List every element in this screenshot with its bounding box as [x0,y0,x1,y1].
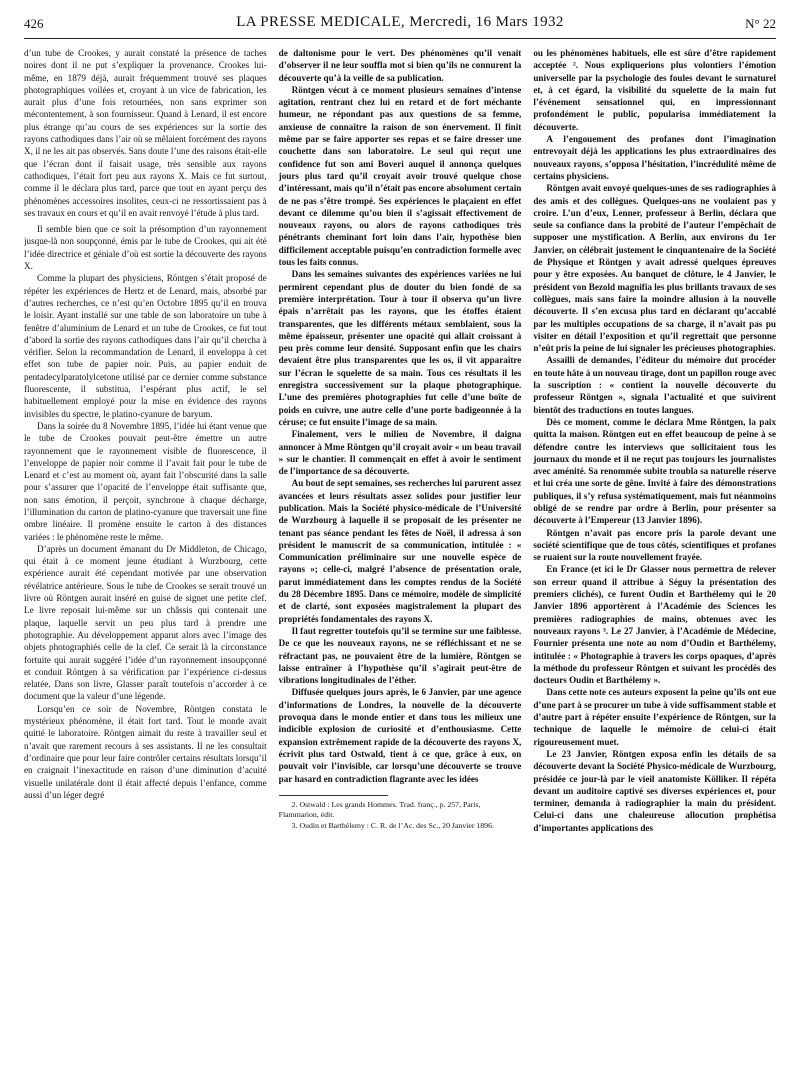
paragraph: Röntgen n’avait pas encore pris la parole devant une société scientifique que de tous côtés, scientifiques et profanes se ruaient sur la route nouvellement frayée. [533,527,777,563]
paragraph: Röntgen vécut à ce moment plusieurs semaines d’intense agitation, rentrant chez lui en retard et de fort méchante humeur, ne répondant pas aux questions de sa femme, anxieuse de connaître la raison de son énervement. Il finit même par se faire apporter ses repas et se faire dresser une couchette dans son laboratoire. Le seul qui reçut une confidence fut son ami Boveri auquel il annonça quelques jours plus tard qu’il croyait avoir trouvé quelque chose d’intéressant, mais qu’il n’était pas encore absolument certain de ne pas s’être trompé. Ses expériences le plaçaient en effet devant ce dilemme qu’ou bien il s’agissait effectivement de nouveaux rayons, ou alors de rayons cathodiques très pénétrants cheminant fort loin dans l’air, hypothèse bien difficilement acceptable puisqu’en contradiction formelle avec tous les faits connus. [278,84,522,268]
footnote-rule [279,795,388,796]
paragraph: En France (et ici le Dr Glasser nous permettra de relever son erreur quand il attribue à Séguy la présentation des premiers clichés), ce furent Oudin et Barthélemy qui le 20 Janvier 1896 apportèrent à l’Académie des Sciences les premières radiographies de mains, obtenues avec les nouveaux rayons ³. Le 27 Janvier, à l’Académie de Médecine, Fournier présenta une note au nom d’Oudin et Barthélemy, intitulée : « Photographie à travers les corps opaques, d’après la méthode du professeur Röntgen et suivant les procédés des docteurs Oudin et Barthélemy ». [533,564,777,686]
page-header [24,14,776,39]
paragraph: Dans les semaines suivantes des expériences variées ne lui permirent cependant plus de douter du bien fondé de sa première interprétation. Tour à tour il observa qu’un livre épais n’arrêtait pas les rayons, que les étoffes étaient transparentes, que les différents métaux semblaient, sous la même épaisseur, présenter une opacité qui allait croissant à peu près comme leur densité. Supposant enfin que les chairs devaient être plus transparentes que les os, il vit apparaître sur l’écran le squelette de sa main. Tous ces résultats il les enregistra successivement sur la plaque photographique. L’une des premières photographies fut celle d’une boîte de poids en cuivre, une autre celle d’une porte badigeonnée à la céruse; ce fut ensuite l’image de sa main. [278,269,522,427]
paragraph: de daltonisme pour le vert. Des phénomènes qu’il venait d’observer il ne leur souffla mot si bien qu’ils ne connurent la découverte qu’à la veille de sa publication. [278,48,522,83]
paragraph: d’un tube de Crookes, y aurait constaté la présence de taches noires dont il ne put s’expliquer la provenance. Crookes lui-même, en 1879 déjà, aurait fréquemment trouvé ses plaques photographiques voilées et, croyant à un vice de fabrication, les aurait plus d’une fois retournées, non sans exprimer son mécontentement, à son fournisseur. Quand à Lenard, il est encore plus étrange qu’au cours de ses expériences sur la sortie des rayons cathodiques dans l’air où se mêlaient forcément des rayons X, il ne les ait pas observés. Sans doute l’une des raisons était-elle que l’écran dont il faisait usage, très sensible aux rayons cathodiques, l’était fort peu aux rayons X. Mais ce fut surtout, comme il le déclara plus tard, parce que tout en ayant perçu des phénomènes accessoires insolites, ceux-ci ne ressortissaient pas à ses travaux en cours et qu’il en avait renvoyé l’étude à plus tard. [24,48,267,218]
paragraph: Lorsqu’en ce soir de Novembre, Röntgen constata le mystérieux phénomène, il était fort tard. Tout le monde avait quitté le laboratoire. Röntgen aimait du reste à travailler seul et n’avait que rarement recours à ses assistants. Il ne les consultait d’ordinaire que pour leur faire contrôler certains résultats lorsqu’il en craignait l’inexactitude en raison d’une diminution d’acuité visuelle unilatérale dont il était affecté depuis l’enfance, comme aussi d’un léger degré [24,703,267,800]
paragraph: Le 23 Janvier, Röntgen exposa enfin les détails de sa découverte devant la Société Physico-médicale de Wurzbourg, présidée ce jour-là par le vieil anatomiste Kölliker. Il répéta devant un auditoire captivé ses diverses expériences et, pour terminer, demanda à radiographier la main du président. Celui-ci dans une chaleureuse allocution prophétisa d’importantes applications des [533,748,777,833]
paragraph: ou les phénomènes habituels, elle est sûre d’être rapidement acceptée ². Nous expliquerions plus volontiers l’émotion universelle par la psychologie des foules devant le surnaturel et, à cet égard, la visibilité du squelette de la main fut l’événement sensationnel qui, en impressionnant profondément le public, popularisa immédiatement la découverte. [533,48,777,132]
paragraph: Au bout de sept semaines, ses recherches lui parurent assez avancées et leurs résultats assez solides pour justifier leur publication. Mais la Société physico-médicale de l’Université de Wurzbourg à laquelle il se proposait de les présenter ne tenant pas séance pendant les fêtes de Noël, il adressa à son président le manuscrit de sa communication, intitulée : « Communication préliminaire sur une nouvelle espèce de rayons »; celle-ci, malgré l’absence de présentation orale, parut immédiatement dans les comptes rendus de la Société du 28 Décembre 1895. Dans ce mémoire, modèle de simplicité et de clarté, sont exposées magistralement la plupart des propriétés fondamentales des rayons X. [278,478,522,624]
page-number: 426 [24,16,44,31]
paragraph: A l’engouement des profanes dont l’imagination entrevoyait déjà les applications les plus extraordinaires des nouveaux rayons, s’opposa l’hésitation, l’incrédulité même de certains physiciens. [533,134,777,181]
column-2 [279,47,522,1077]
paragraph: Diffusée quelques jours après, le 6 Janvier, par une agence d’informations de Londres, la nouvelle de la découverte provoqua dans le monde entier et dans tous les milieux une indicible explosion de curiosité et d’enthousiasme. Cette expansion extrêmement rapide de la découverte des rayons X, écrivit plus tard Ostwald, tient à ce que, grâce à eux, on pouvait voir l’invisible, car lorsqu’une découverte se trouve par hasard en contradiction flagrante avec les idées [278,687,522,784]
article-columns [24,47,776,1077]
footnote: 2. Ostwald : Les grands Hommes. Trad. franç., p. 257, Paris, Flammarion, édit. [278,799,481,820]
column-1 [24,47,267,1077]
paragraph: Il faut regretter toutefois qu’il se termine sur une faiblesse. De ce que les nouveaux rayons, ne se réfléchissant et ne se réfractant pas, ne pouvaient être de la lumière, Röntgen se laisse entraîner à l’hypothèse qu’il s’agirait peut-être de vibrations longitudinales de l’éther. [278,625,522,686]
paragraph: Assailli de demandes, l’éditeur du mémoire dut procéder en toute hâte à un nouveau tirage, dont un papillon rouge avec la suscription : « contient la nouvelle découverte du professeur Röntgen », signala l’actualité et que suivirent bientôt des traductions en toutes langues. [533,355,777,415]
paragraph: Dans cette note ces auteurs exposent la peine qu’ils ont eue d’une part à se procurer un tube à vide suffisamment stable et d’autre part à répéter ensuite l’expérience de Röntgen, sur la technique de laquelle le mémoire de celui-ci était rigoureusement muet. [533,687,777,747]
paragraph: D’après un document émanant du Dr Middleton, de Chicago, qui était à ce moment jeune étudiant à Wurzbourg, cette expérience aurait été cependant motivée par une observation révélatrice antérieure. Sous le tube de Crookes se serait trouvé un livre où Röntgen aurait inséré en guise de signet une petite clef. Le livre reposait lui-même sur un châssis qui contenait une plaque, laquelle servit un peu plus tard à prendre une photographie. Au développement apparut alors avec l’image des objets photographiés celle de la clef. Ce serait là la circonstance fortuite qui aurait suggéré l’idée d’un rayonnement insoupçonné et conduit Röntgen à sa vérification par l’expérience ci-dessus relatée. Dans son livre, Glasser paraît toutefois n’accorder à ce document que la valeur d’une légende. [24,543,267,702]
paragraph: Dans la soirée du 8 Novembre 1895, l’idée lui étant venue que le tube de Crookes pouvait peut-être émettre un autre rayonnement que le rayonnement visible de fluorescence, il l’enveloppe de papier noir comme il l’avait fait pour le tube de Lenard et c’est au moment où, ayant fait l’obscurité dans la salle pour s’assurer que l’opacité de l’enveloppe était suffisante que, non sans émotion, il perçoit, synchrone à chaque décharge, l’illumination du carton de platino-cyanure que traversait une fine ombre linéaire. Il promène ensuite le carton à des distances variées : le phénomène reste le même. [24,420,267,542]
paragraph: Comme la plupart des physiciens, Röntgen s’était proposé de répéter les expériences de Hertz et de Lenard, mais, absorbé par d’autres recherches, ce n’est qu’en Octobre 1895 qu’il en trouva le loisir. Ayant installé sur une table de son laboratoire un tube à fenêtre d’aluminium de Lenard et un tube de Crookes, ce fut tout d’abord la sortie des rayons cathodiques dans l’air qu’il chercha à vérifier. Selon la recommandation de Lenard, il enveloppa à cet effet son tube de papier noir. Puis, au papier enduit de pentadecylparatolylcetone utilisé par ce dernier comme substance fluorescente, il substitua, l’espérant plus actif, le sel habituellement employé pour la mise en évidence des rayons invisibles du spectre, le platino-cyanure de baryum. [24,273,267,419]
footnote: 3. Oudin et Barthélemy : C. R. de l’Ac. des Sc., 20 Janvier 1896. [291,820,494,830]
paragraph: Finalement, vers le milieu de Novembre, il daigna annoncer à Mme Röntgen qu’il croyait avoir « un beau travail » sur le chantier. Il commençait en effet à avoir le sentiment de l’importance de sa découverte. [278,429,522,477]
paragraph: Röntgen avait envoyé quelques-unes de ses radiographies à des amis et des collègues. Quelques-uns ne voulaient pas y croire. L’un d’eux, Lenner, professeur à Berlin, déclara que seule sa confiance dans la probité de l’auteur l’empêchait de supposer une mystification. A Berlin, aux environs du 1er Janvier, on célébrait justement le cinquantenaire de la Société de Physique et Röntgen y avait adressé quelques épreuves pour y être exposées. Au banquet de clôture, le 4 Janvier, le président von Bezold magnifia les plus brillants travaux de ses collègues, mais sans faire la moindre allusion à la nouvelle découverte. Il s’en excusa plus tard en déclarant qu’accablé par les multiples occupations de sa charge, il n’avait pas pu visiter en détail l’exposition et qu’il regrettait que personne n’eût pris la peine de lui signaler les précieuses photographies. [533,183,777,354]
journal-title: LA PRESSE MEDICALE, Mercredi, 16 Mars 1932 [236,14,564,30]
issue-number: N° 22 [745,16,776,31]
paragraph: Il semble bien que ce soit la présomption d’un rayonnement jusque-là non soupçonné, émis par le tube de Crookes, qui ait été l’idée directrice et géniale d’où est sortie la découverte des rayons X. [24,224,267,272]
paragraph: Dès ce moment, comme le déclara Mme Röntgen, la paix quitta la maison. Röntgen eut en effet beaucoup de peine à se défendre contre les interviews que sollicitaient tous les journaux du monde et il ne reçut pas toujours les journalistes avec aménité. Sa renommée subite troubla sa naturelle réserve et lui créa une sorte de gêne. Invité à faire des démonstrations publiques, il s’y refusa systématiquement, mais fut néanmoins obligé de se rendre par ordre à Berlin, pour présenter sa découverte à l’Empereur (13 Janvier 1896). [533,416,777,526]
column-3 [533,47,776,1077]
